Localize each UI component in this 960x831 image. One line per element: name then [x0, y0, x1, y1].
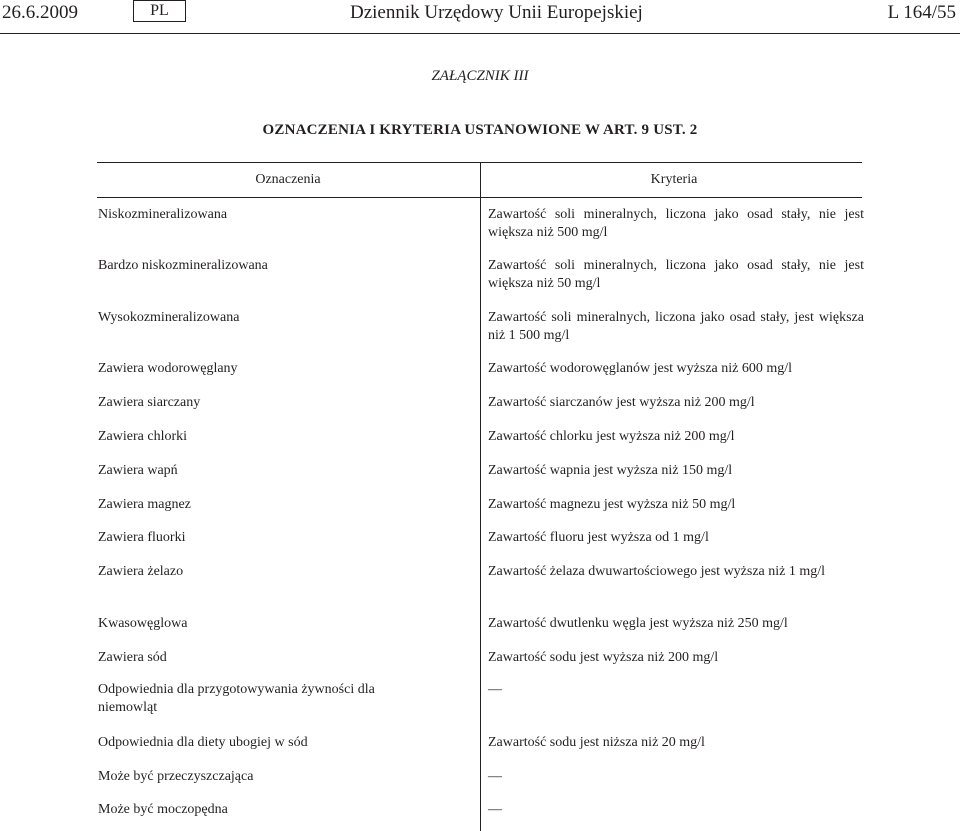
row-label: Kwasowęglowa	[98, 616, 188, 631]
row-criteria: —	[488, 682, 502, 697]
annex-title: ZAŁĄCZNIK III	[431, 68, 529, 84]
row-criteria: —	[488, 802, 502, 817]
journal-title: Dziennik Urzędowy Unii Europejskiej	[350, 2, 643, 23]
row-criteria: Zawartość wodorowęglanów jest wyższa niż 600 mg/l	[488, 361, 793, 376]
header-divider	[0, 33, 960, 34]
row-label: Zawiera wapń	[98, 463, 178, 478]
row-label: Zawiera siarczany	[98, 395, 201, 410]
row-label: Niskozmineralizowana	[98, 207, 228, 222]
row-label: Bardzo niskozmineralizowana	[98, 258, 268, 273]
row-label: Zawiera magnez	[98, 497, 191, 512]
row-label: Zawiera sód	[98, 650, 167, 665]
page-reference: L 164/55	[887, 2, 956, 23]
row-criteria: Zawartość sodu jest niższa niż 20 mg/l	[488, 735, 705, 750]
column-header-designations: Oznaczenia	[255, 172, 321, 187]
page-header	[0, 0, 960, 36]
row-label: Może być przeczyszczająca	[98, 769, 254, 784]
row-label: Zawiera żelazo	[98, 564, 184, 579]
row-criteria: Zawartość soli mineralnych, liczona jako osad stały, jest większa niż 1 500 mg/l	[488, 310, 864, 343]
row-label: Odpowiednia dla przygotowywania żywności dla niemowląt	[98, 682, 375, 715]
row-label: Zawiera fluorki	[98, 530, 186, 545]
row-criteria: Zawartość soli mineralnych, liczona jako osad stały, nie jest większa niż 50 mg/l	[488, 258, 864, 291]
column-header-criteria: Kryteria	[650, 172, 698, 187]
row-criteria: Zawartość dwutlenku węgla jest wyższa niż 250 mg/l	[488, 616, 788, 631]
row-criteria: Zawartość chlorku jest wyższa niż 200 mg/l	[488, 429, 735, 444]
row-criteria: Zawartość wapnia jest wyższa niż 150 mg/l	[488, 463, 733, 478]
row-criteria: Zawartość soli mineralnych, liczona jako osad stały, nie jest większa niż 500 mg/l	[488, 207, 864, 240]
row-label: Odpowiednia dla diety ubogiej w sód	[98, 735, 308, 750]
table-column-divider	[480, 162, 481, 831]
row-label: Zawiera chlorki	[98, 429, 188, 444]
row-criteria: Zawartość fluoru jest wyższa od 1 mg/l	[488, 530, 709, 545]
row-criteria: —	[488, 769, 502, 784]
row-label: Zawiera wodorowęglany	[98, 361, 238, 376]
row-criteria: Zawartość sodu jest wyższa niż 200 mg/l	[488, 650, 719, 665]
table-header-border	[97, 197, 862, 198]
section-heading: OZNACZENIA I KRYTERIA USTANOWIONE W ART. 9 UST. 2	[262, 122, 698, 138]
row-label: Wysokozmineralizowana	[98, 310, 240, 325]
row-criteria: Zawartość żelaza dwuwartościowego jest wyższa niż 1 mg/l	[488, 564, 826, 579]
row-criteria: Zawartość magnezu jest wyższa niż 50 mg/l	[488, 497, 736, 512]
language-badge: PL	[133, 0, 186, 22]
publication-date: 26.6.2009	[2, 2, 78, 23]
row-label: Może być moczopędna	[98, 802, 228, 817]
row-criteria: Zawartość siarczanów jest wyższa niż 200 mg/l	[488, 395, 755, 410]
